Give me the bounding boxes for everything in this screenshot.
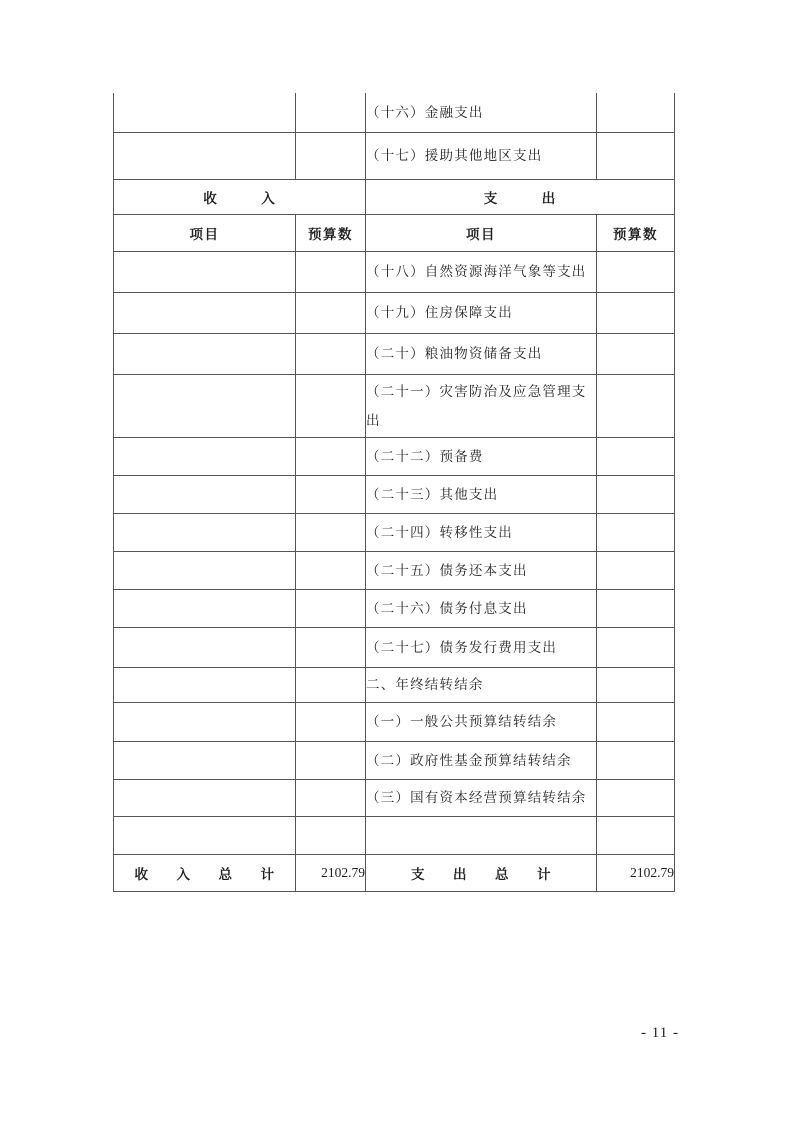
income-budget-cell xyxy=(296,513,366,551)
table-row xyxy=(114,667,675,702)
expense-item-cell: （二十二）预备费 xyxy=(366,437,597,475)
expense-item-cell: （一）一般公共预算结转结余 xyxy=(366,702,597,741)
income-budget-cell xyxy=(296,627,366,667)
expense-budget-cell xyxy=(597,702,675,741)
table-row xyxy=(114,589,675,627)
expense-item-cell: 二、年终结转结余 xyxy=(366,667,597,702)
table-row xyxy=(114,437,675,475)
table-row xyxy=(114,513,675,551)
expense-section-header: 支 出 xyxy=(366,179,675,214)
table-row xyxy=(114,132,675,179)
expense-budget-cell xyxy=(597,816,675,854)
expense-item-cell: （二十）粮油物资储备支出 xyxy=(366,333,597,374)
expense-budget-cell xyxy=(597,741,675,779)
expense-budget-cell xyxy=(597,589,675,627)
table-row xyxy=(114,292,675,333)
expense-total-value: 2102.79 xyxy=(597,854,675,891)
income-item-cell xyxy=(114,132,296,179)
table-row xyxy=(114,702,675,741)
expense-total-label: 支 出 总 计 xyxy=(366,854,597,891)
expense-item-cell: （十九）住房保障支出 xyxy=(366,292,597,333)
income-item-cell xyxy=(114,702,296,741)
expense-budget-cell xyxy=(597,132,675,179)
expense-item-header: 项目 xyxy=(366,214,597,251)
income-item-cell xyxy=(114,475,296,513)
expense-budget-cell xyxy=(597,292,675,333)
table-row xyxy=(114,816,675,854)
income-item-cell xyxy=(114,589,296,627)
income-item-cell xyxy=(114,627,296,667)
income-item-cell xyxy=(114,513,296,551)
expense-budget-cell xyxy=(597,437,675,475)
income-budget-cell xyxy=(296,702,366,741)
income-item-cell xyxy=(114,333,296,374)
income-budget-cell xyxy=(296,779,366,816)
income-budget-header: 预算数 xyxy=(296,214,366,251)
table-row xyxy=(114,741,675,779)
table-row xyxy=(114,551,675,589)
table-row xyxy=(114,627,675,667)
table-row xyxy=(114,779,675,816)
expense-item-cell: （二十五）债务还本支出 xyxy=(366,551,597,589)
income-section-header: 收 入 xyxy=(114,179,366,214)
income-item-cell xyxy=(114,816,296,854)
income-item-header: 项目 xyxy=(114,214,296,251)
income-item-cell xyxy=(114,779,296,816)
expense-budget-cell xyxy=(597,551,675,589)
expense-budget-cell xyxy=(597,251,675,292)
section-header-row xyxy=(114,179,675,214)
income-budget-cell xyxy=(296,475,366,513)
table-row xyxy=(114,333,675,374)
income-budget-cell xyxy=(296,292,366,333)
income-item-cell xyxy=(114,551,296,589)
table-row xyxy=(114,374,675,437)
income-item-cell xyxy=(114,292,296,333)
income-budget-cell xyxy=(296,816,366,854)
expense-item-cell: （二十四）转移性支出 xyxy=(366,513,597,551)
income-total-label: 收 入 总 计 xyxy=(114,854,296,891)
expense-item-cell: （二十六）债务付息支出 xyxy=(366,589,597,627)
expense-budget-cell xyxy=(597,93,675,132)
column-header-row xyxy=(114,214,675,251)
income-budget-cell xyxy=(296,437,366,475)
income-item-cell xyxy=(114,251,296,292)
income-item-cell xyxy=(114,93,296,132)
income-budget-cell xyxy=(296,251,366,292)
income-budget-cell xyxy=(296,667,366,702)
expense-budget-cell xyxy=(597,779,675,816)
table-row xyxy=(114,475,675,513)
expense-item-cell: （十六）金融支出 xyxy=(366,93,597,132)
total-row xyxy=(114,854,675,891)
expense-item-cell: （二十三）其他支出 xyxy=(366,475,597,513)
expense-budget-cell xyxy=(597,627,675,667)
expense-item-cell: （二十七）债务发行费用支出 xyxy=(366,627,597,667)
table-row xyxy=(114,93,675,132)
income-item-cell xyxy=(114,667,296,702)
income-budget-cell xyxy=(296,589,366,627)
income-total-value: 2102.79 xyxy=(296,854,366,891)
income-item-cell xyxy=(114,374,296,437)
income-budget-cell xyxy=(296,374,366,437)
income-budget-cell xyxy=(296,132,366,179)
expense-item-cell: （二十一）灾害防治及应急管理支出 xyxy=(366,374,597,437)
income-budget-cell xyxy=(296,333,366,374)
expense-item-cell: （十七）援助其他地区支出 xyxy=(366,132,597,179)
expense-item-cell: （十八）自然资源海洋气象等支出 xyxy=(366,251,597,292)
expense-item-cell: （二）政府性基金预算结转结余 xyxy=(366,741,597,779)
expense-budget-cell xyxy=(597,513,675,551)
expense-item-cell: （三）国有资本经营预算结转结余 xyxy=(366,779,597,816)
expense-budget-cell xyxy=(597,333,675,374)
table-row xyxy=(114,251,675,292)
income-budget-cell xyxy=(296,551,366,589)
income-item-cell xyxy=(114,437,296,475)
page-number: - 11 - xyxy=(641,1025,679,1041)
income-budget-cell xyxy=(296,741,366,779)
expense-budget-cell xyxy=(597,374,675,437)
expense-item-cell xyxy=(366,816,597,854)
income-item-cell xyxy=(114,741,296,779)
expense-budget-cell xyxy=(597,667,675,702)
budget-table xyxy=(113,93,675,892)
expense-budget-cell xyxy=(597,475,675,513)
income-budget-cell xyxy=(296,93,366,132)
expense-budget-header: 预算数 xyxy=(597,214,675,251)
